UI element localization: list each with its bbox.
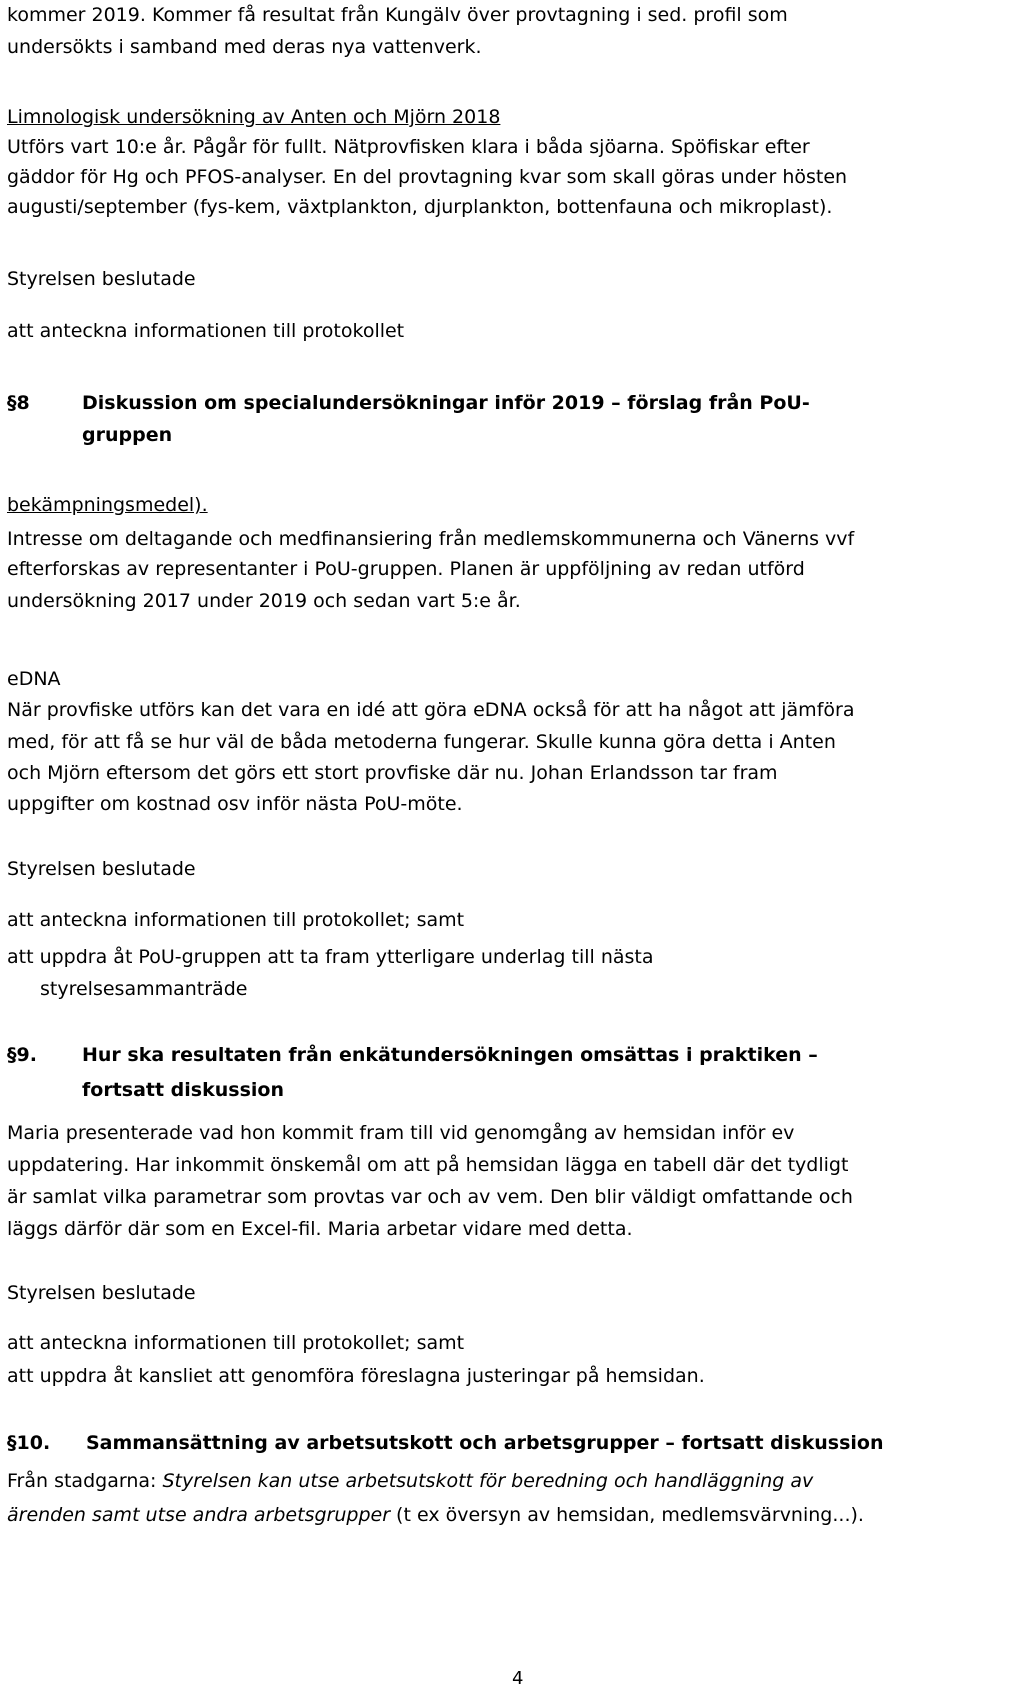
- statute-quote: Styrelsen kan utse arbetsutskott för beredning och handläggning av: [162, 1470, 814, 1492]
- text-line: Intresse om deltagande och medfinansiering från medlemskommunerna och Vänerns vvf: [7, 528, 855, 550]
- text-line: är samlat vilka parametrar som provtas var och av vem. Den blir väldigt omfattande och: [7, 1186, 853, 1208]
- text-line: efterforskas av representanter i PoU-gruppen. Planen är uppföljning av redan utförd: [7, 558, 805, 580]
- section-number-10: §10.: [7, 1432, 51, 1454]
- decision-label: Styrelsen beslutade: [7, 268, 196, 290]
- section-title-8: Diskussion om specialundersökningar inför 2019 – förslag från PoU-: [82, 392, 810, 414]
- decision-text: att anteckna informationen till protokollet; samt: [7, 1332, 465, 1354]
- decision-text: att anteckna informationen till protokollet: [7, 320, 405, 342]
- section-number-9: §9.: [7, 1044, 37, 1066]
- decision-text: att uppdra åt kansliet att genomföra föreslagna justeringar på hemsidan.: [7, 1365, 705, 1387]
- section-title-8-cont: gruppen: [82, 424, 173, 446]
- text-line: augusti/september (fys-kem, växtplankton, djurplankton, bottenfauna och mikroplast).: [7, 196, 833, 218]
- decision-text: att anteckna informationen till protokollet; samt: [7, 909, 465, 931]
- text-line: uppdatering. Har inkommit önskemål om att på hemsidan lägga en tabell där det tydligt: [7, 1154, 849, 1176]
- text-line: När provfiske utförs kan det vara en idé att göra eDNA också för att ha något att jämföra: [7, 699, 855, 721]
- text-line: med, för att få se hur väl de båda metoderna fungerar. Skulle kunna göra detta i Anten: [7, 731, 836, 753]
- statute-quote: ärenden samt utse andra arbetsgrupper: [7, 1504, 391, 1526]
- page-number: 4: [512, 1668, 524, 1689]
- text-line: bekämpningsmedel).: [7, 494, 208, 516]
- text-line: kommer 2019. Kommer få resultat från Kungälv över provtagning i sed. profil som: [7, 4, 788, 26]
- section-title-10: Sammansättning av arbetsutskott och arbetsgrupper – fortsatt diskussion: [86, 1432, 884, 1454]
- text-run: (t ex översyn av hemsidan, medlemsvärvning...).: [390, 1504, 864, 1526]
- text-run: Från stadgarna:: [7, 1470, 163, 1492]
- text-line: Utförs vart 10:e år. Pågår för fullt. Nätprovfisken klara i båda sjöarna. Spöfiskar efter: [7, 136, 810, 158]
- text-line: Maria presenterade vad hon kommit fram till vid genomgång av hemsidan inför ev: [7, 1122, 795, 1144]
- section-heading-limnologisk: Limnologisk undersökning av Anten och Mjörn 2018: [7, 106, 501, 128]
- text-line: gäddor för Hg och PFOS-analyser. En del provtagning kvar som skall göras under hösten: [7, 166, 848, 188]
- section-title-9: Hur ska resultaten från enkätundersökningen omsättas i praktiken –: [82, 1044, 818, 1066]
- text-line: läggs därför där som en Excel-fil. Maria arbetar vidare med detta.: [7, 1218, 633, 1240]
- decision-label: Styrelsen beslutade: [7, 858, 196, 880]
- text-line: undersökning 2017 under 2019 och sedan vart 5:e år.: [7, 590, 521, 612]
- text-line: och Mjörn eftersom det görs ett stort provfiske där nu. Johan Erlandsson tar fram: [7, 762, 778, 784]
- section-heading-edna: eDNA: [7, 668, 61, 690]
- decision-text: styrelsesammanträde: [40, 978, 248, 1000]
- section-title-9-cont: fortsatt diskussion: [82, 1079, 284, 1101]
- text-line: uppgifter om kostnad osv inför nästa PoU-möte.: [7, 793, 463, 815]
- section-number-8: §8: [7, 392, 30, 414]
- text-line: undersökts i samband med deras nya vattenverk.: [7, 36, 482, 58]
- text-line: [7, 1468, 813, 1494]
- text-line: [7, 1502, 864, 1528]
- decision-label: Styrelsen beslutade: [7, 1282, 196, 1304]
- decision-text: att uppdra åt PoU-gruppen att ta fram ytterligare underlag till nästa: [7, 946, 654, 968]
